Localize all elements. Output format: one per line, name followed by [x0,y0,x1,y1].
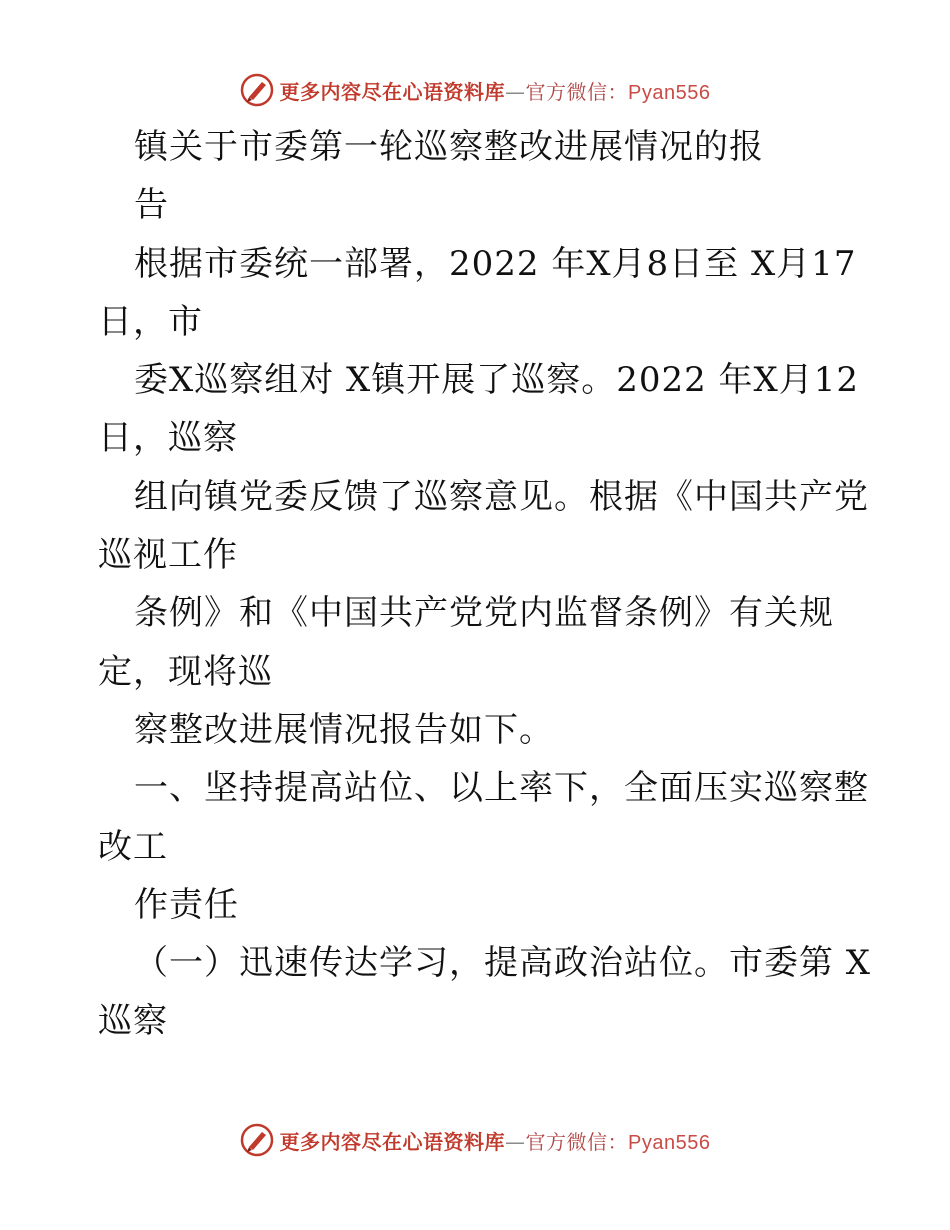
quill-logo-icon [240,1123,274,1157]
watermark-main: 更多内容尽在心语资料库 [279,1129,506,1154]
text-line: 改工 [98,826,168,867]
text-line: 巡察 [98,1001,168,1042]
document-body [98,118,872,1051]
watermark-text [280,1126,711,1155]
watermark-main: 更多内容尽在心语资料库 [279,79,506,104]
text-line: 日，市 [98,301,203,342]
footer-watermark [0,1120,950,1160]
watermark-label: 官方微信： [525,1129,629,1154]
text-line: 根据市委统一部署，2022 年X月8日至 X月17 [134,243,857,284]
watermark-id: Pyan556 [628,81,711,104]
text-line: 定，现将巡 [98,651,273,692]
text-line: 巡视工作 [98,535,238,576]
watermark-id: Pyan556 [628,1131,711,1154]
quill-logo-icon [240,73,274,107]
watermark-label: 官方微信： [525,79,629,104]
watermark-separator: — [505,79,526,104]
watermark-separator: — [505,1129,526,1154]
text-line: 日，巡察 [98,418,238,459]
text-line: 组向镇党委反馈了巡察意见。根据《中国共产党 [134,476,869,517]
text-line: 察整改进展情况报告如下。 [134,709,554,750]
text-line: （一）迅速传达学习，提高政治站位。市委第 X [134,943,872,984]
text-line: 委X巡察组对 X镇开展了巡察。2022 年X月12 [134,360,860,401]
header-watermark [0,70,950,110]
text-line: 一、坚持提高站位、以上率下，全面压实巡察整 [134,768,869,809]
watermark-text [280,76,711,105]
text-line: 镇关于市委第一轮巡察整改进展情况的报 [134,127,764,167]
text-line: 告 [134,185,169,226]
text-line: 条例》和《中国共产党党内监督条例》有关规 [134,593,834,634]
text-line: 作责任 [134,884,239,925]
